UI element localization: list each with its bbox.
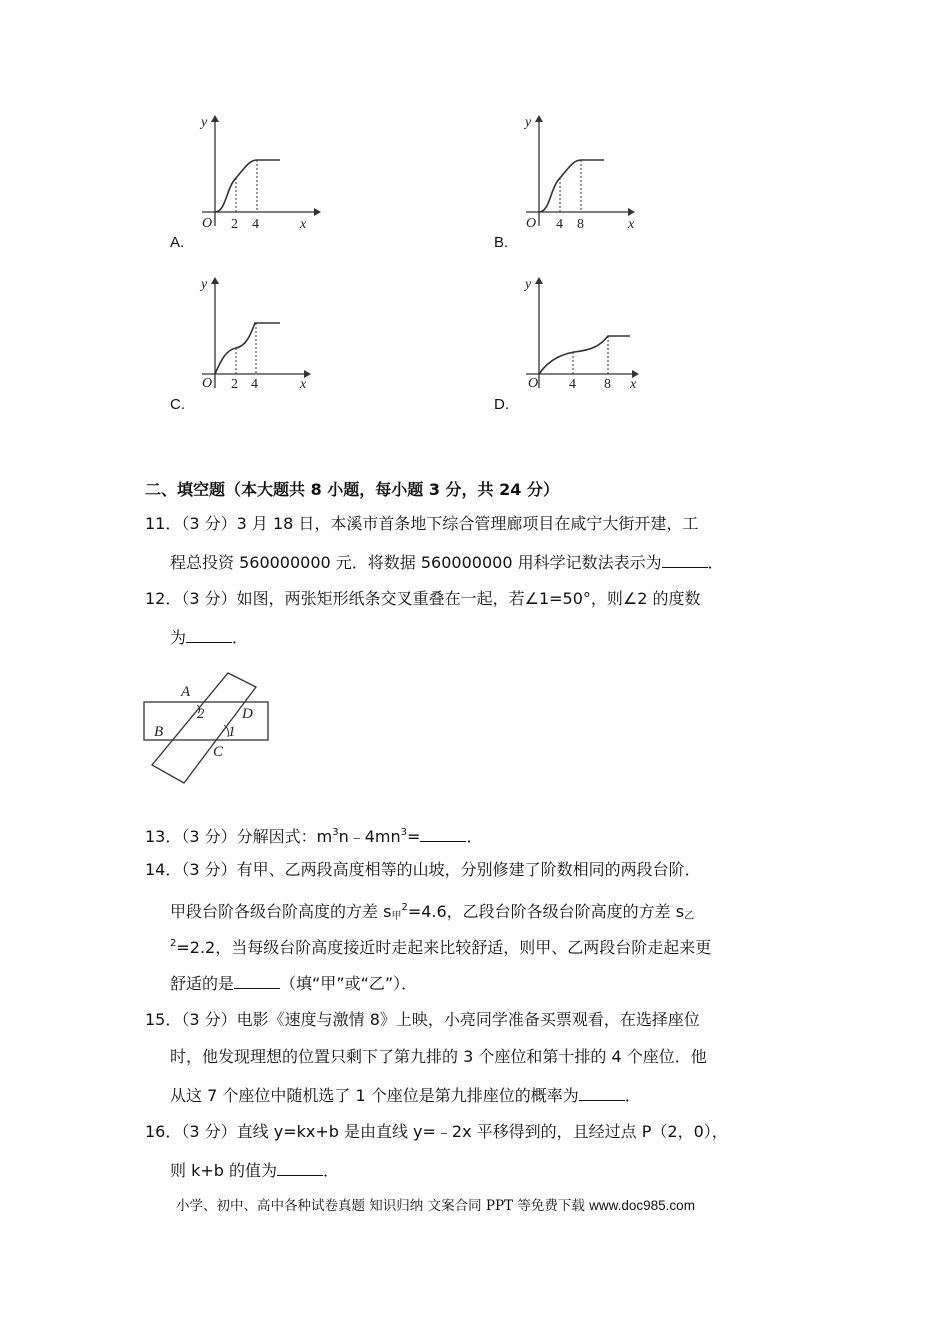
y-label: y	[525, 115, 532, 130]
y-arrow	[211, 277, 219, 284]
curve	[215, 323, 280, 374]
q13-exp-1: 3	[332, 827, 339, 838]
footer	[176, 1194, 695, 1214]
q12-line-2	[170, 626, 248, 648]
footer-link[interactable]: www.doc985.com	[589, 1198, 695, 1213]
tick-2: 4	[252, 217, 259, 232]
q11-line-1: 11．（3 分）3 月 18 日，本溪市首条地下综合管理廊项目在咸宁大街开建，工	[145, 514, 699, 533]
q12-text: 为	[170, 628, 187, 647]
q16-line-1: 16．（3 分）直线 y=kx+b 是由直线 y=﹣2x 平移得到的，且经过点 P（2，0），	[145, 1122, 728, 1141]
q14-exp-1: 2	[401, 902, 408, 913]
x-arrow	[314, 208, 321, 216]
curve	[539, 160, 604, 212]
choice-d-graph	[512, 270, 652, 395]
choice-b-label: B.	[494, 234, 509, 251]
x-label: x	[300, 217, 307, 232]
q13-end: ．	[466, 827, 483, 846]
x-label: x	[300, 377, 307, 392]
choice-d-label: D.	[494, 396, 509, 413]
tick-1: 2	[231, 217, 238, 232]
choice-a-graph	[188, 108, 328, 233]
q12-end: ．	[232, 628, 249, 647]
q15-text: 从这 7 个座位中随机选了 1 个座位是第九排座位的概率为	[170, 1086, 579, 1105]
slanted-strip	[152, 673, 256, 783]
origin-label: O	[202, 376, 213, 391]
q13-prefix: 13．（3 分）分解因式：m	[145, 827, 333, 846]
q14-end: （填“甲”或“乙”）．	[280, 974, 418, 993]
q11-end: ．	[707, 553, 724, 572]
answer-blank	[420, 825, 466, 842]
choice-c-plot	[188, 270, 328, 395]
q15-line-1: 15．（3 分）电影《速度与激情 8》上映，小亮同学准备买票观看，在选择座位	[145, 1010, 700, 1029]
choice-d-plot	[512, 270, 652, 395]
q15-line-2: 时，他发现理想的位置只剩下了第九排的 3 个座位和第十排的 4 个座位．他	[170, 1047, 707, 1066]
y-label: y	[525, 277, 532, 292]
q14-text-e: 舒适的是	[170, 974, 235, 993]
tick-2: 8	[604, 377, 611, 392]
x-arrow	[628, 208, 635, 216]
q15-line-3	[170, 1084, 641, 1106]
q14-exp-2: 2	[170, 938, 177, 949]
choice-b-graph	[512, 108, 652, 233]
choice-c-label: C.	[170, 396, 185, 413]
origin-label: O	[528, 376, 539, 391]
choice-a-label: A.	[170, 234, 185, 251]
q13-exp-2: 3	[400, 827, 408, 838]
section-title: 二、填空题（本大题共 8 小题，每小题 3 分，共 24 分）	[145, 480, 559, 499]
angle-1-label: 1	[228, 724, 236, 740]
curve	[215, 160, 280, 212]
q13-equals: =	[407, 827, 421, 846]
answer-blank	[186, 626, 232, 643]
answer-blank	[579, 1084, 625, 1101]
tick-1: 2	[231, 377, 238, 392]
y-arrow	[535, 277, 543, 284]
q12-figure	[138, 665, 278, 785]
angle-2-label: 2	[197, 706, 205, 722]
q12-line-1: 12．（3 分）如图，两张矩形纸条交叉重叠在一起，若∠1=50°，则∠2 的度数	[145, 589, 701, 608]
q16-end: ．	[323, 1161, 340, 1180]
point-d-label: D	[242, 706, 253, 722]
tick-2: 8	[577, 217, 584, 232]
q15-end: ．	[624, 1086, 641, 1105]
crossed-strips-diagram	[138, 665, 278, 785]
point-c-label: C	[213, 744, 224, 760]
q14-text-d: =2.2，当每级台阶高度接近时走起来比较舒适，则甲、乙两段台阶走起来更	[176, 938, 712, 957]
tick-1: 4	[556, 217, 563, 232]
tick-1: 4	[569, 377, 576, 392]
q14-line-3	[170, 934, 711, 958]
q14-text-c: =4.6，乙段台阶各级台阶高度的方差 s	[407, 902, 685, 921]
y-arrow	[211, 115, 219, 122]
y-label: y	[201, 277, 208, 292]
q14-sub-jia: 甲	[391, 911, 402, 922]
origin-label: O	[526, 216, 537, 231]
x-label: x	[628, 217, 635, 232]
curve	[539, 336, 630, 374]
choice-c-graph	[188, 270, 328, 395]
choice-a-plot	[188, 108, 328, 233]
x-label: x	[630, 377, 637, 392]
y-label: y	[201, 115, 208, 130]
q16-line-2	[170, 1159, 339, 1181]
q14-line-4	[170, 972, 417, 994]
q11-text: 程总投资 560000000 元．将数据 560000000 用科学记数法表示为	[170, 553, 662, 572]
tick-2: 4	[251, 377, 258, 392]
answer-blank	[277, 1159, 323, 1176]
q14-sub-yi: 乙	[684, 911, 695, 922]
footer-text: 小学、初中、高中各种试卷真题 知识归纳 文案合同 PPT 等免费下载	[176, 1198, 585, 1214]
choice-b-plot	[512, 108, 652, 233]
answer-blank	[662, 551, 708, 568]
origin-label: O	[202, 216, 213, 231]
q13-mid: n﹣4mn	[338, 827, 401, 846]
q14-text-a: 甲段台阶各级台阶高度的方差 s	[170, 902, 392, 921]
y-arrow	[535, 115, 543, 122]
q14-line-2	[170, 898, 694, 927]
answer-blank	[234, 972, 280, 989]
point-b-label: B	[154, 724, 164, 740]
point-a-label: A	[181, 684, 191, 700]
q11-line-2	[170, 551, 724, 573]
q14-line-1: 14．（3 分）有甲、乙两段高度相等的山坡，分别修建了阶数相同的两段台阶．	[145, 860, 701, 879]
q16-text: 则 k+b 的值为	[170, 1161, 278, 1180]
q13-line	[145, 823, 482, 847]
